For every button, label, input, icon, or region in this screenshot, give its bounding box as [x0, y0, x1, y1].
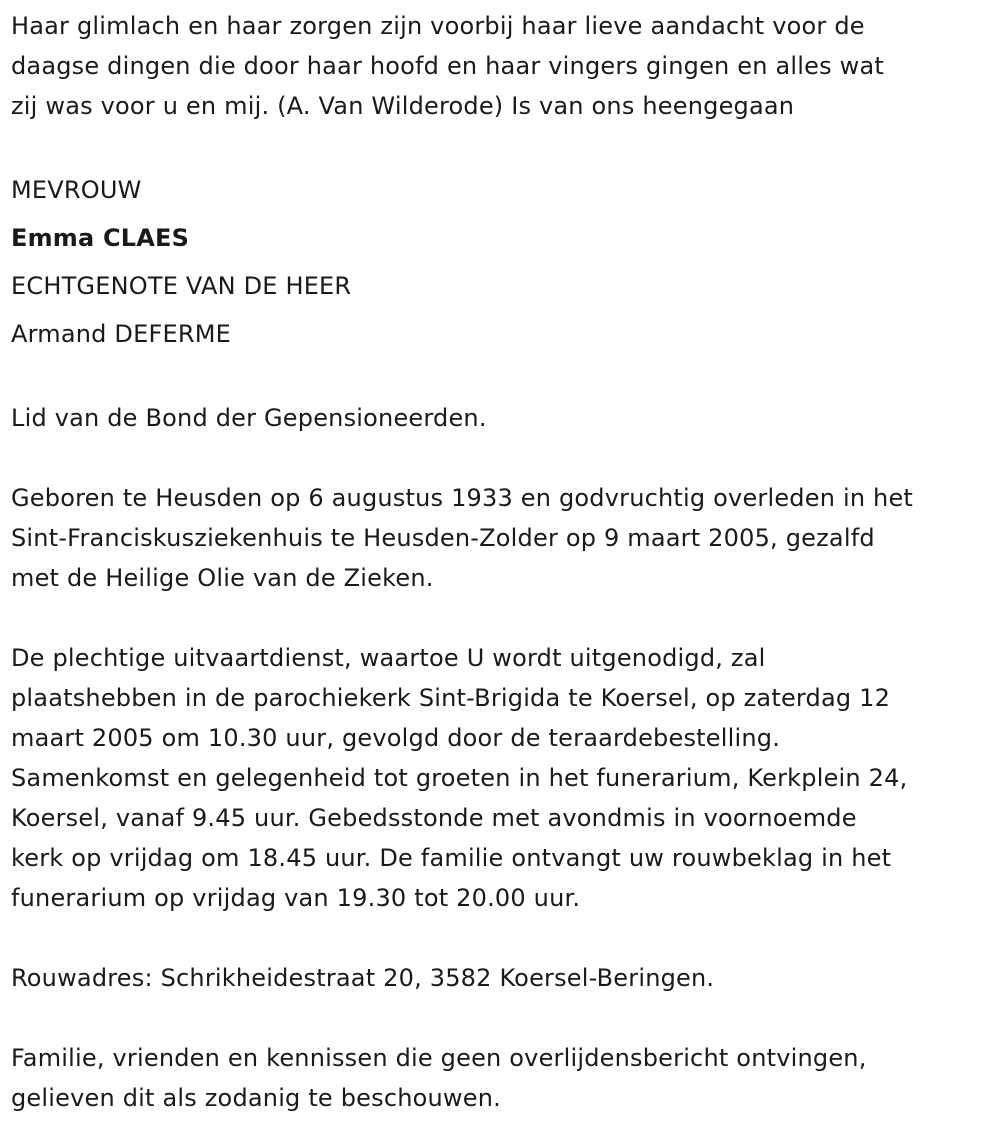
poem-line: Haar glimlach en haar zorgen zijn voorbij haar lieve aandacht voor de — [11, 12, 865, 40]
paragraph-gap — [11, 438, 990, 478]
spouse-name: Armand DEFERME — [11, 320, 231, 348]
address-line: Rouwadres: Schrikheidestraat 20, 3582 Koersel-Beringen. — [11, 964, 715, 992]
birth-death-line: Sint-Franciskusziekenhuis te Heusden-Zolder op 9 maart 2005, gezalfd — [11, 524, 875, 552]
paragraph-gap — [11, 598, 990, 638]
closing-line: gelieven dit als zodanig te beschouwen. — [11, 1084, 501, 1112]
poem-line: zij was voor u en mij. (A. Van Wilderode) Is van ons heengegaan — [11, 92, 795, 120]
funeral-line: Samenkomst en gelegenheid tot groeten in het funerarium, Kerkplein 24, — [11, 764, 908, 792]
closing-paragraph — [11, 1038, 990, 1118]
paragraph-gap — [11, 126, 990, 166]
funeral-line: De plechtige uitvaartdienst, waartoe U wordt uitgenodigd, zal — [11, 644, 766, 672]
funeral-paragraph — [11, 638, 990, 918]
relation-line: ECHTGENOTE VAN DE HEER — [11, 272, 352, 300]
funeral-line: kerk op vrijdag om 18.45 uur. De familie ontvangt uw rouwbeklag in het — [11, 844, 892, 872]
funeral-line: funerarium op vrijdag van 19.30 tot 20.00 uur. — [11, 884, 581, 912]
poem-paragraph — [11, 6, 990, 126]
deceased-heading — [11, 166, 990, 358]
paragraph-gap — [11, 358, 990, 398]
birth-death-line: met de Heilige Olie van de Zieken. — [11, 564, 434, 592]
honorific: MEVROUW — [11, 176, 142, 204]
birth-death-line: Geboren te Heusden op 6 augustus 1933 en godvruchtig overleden in het — [11, 484, 914, 512]
paragraph-gap — [11, 998, 990, 1038]
address-paragraph — [11, 958, 990, 998]
paragraph-gap — [11, 918, 990, 958]
closing-line: Familie, vrienden en kennissen die geen overlijdensbericht ontvingen, — [11, 1044, 867, 1072]
membership-paragraph — [11, 398, 990, 438]
deceased-name: Emma CLAES — [11, 224, 190, 252]
birth-death-paragraph — [11, 478, 990, 598]
funeral-line: maart 2005 om 10.30 uur, gevolgd door de teraardebestelling. — [11, 724, 781, 752]
poem-line: daagse dingen die door haar hoofd en haar vingers gingen en alles wat — [11, 52, 884, 80]
funeral-line: plaatshebben in de parochiekerk Sint-Brigida te Koersel, op zaterdag 12 — [11, 684, 891, 712]
membership-line: Lid van de Bond der Gepensioneerden. — [11, 404, 487, 432]
funeral-line: Koersel, vanaf 9.45 uur. Gebedsstonde met avondmis in voornoemde — [11, 804, 857, 832]
